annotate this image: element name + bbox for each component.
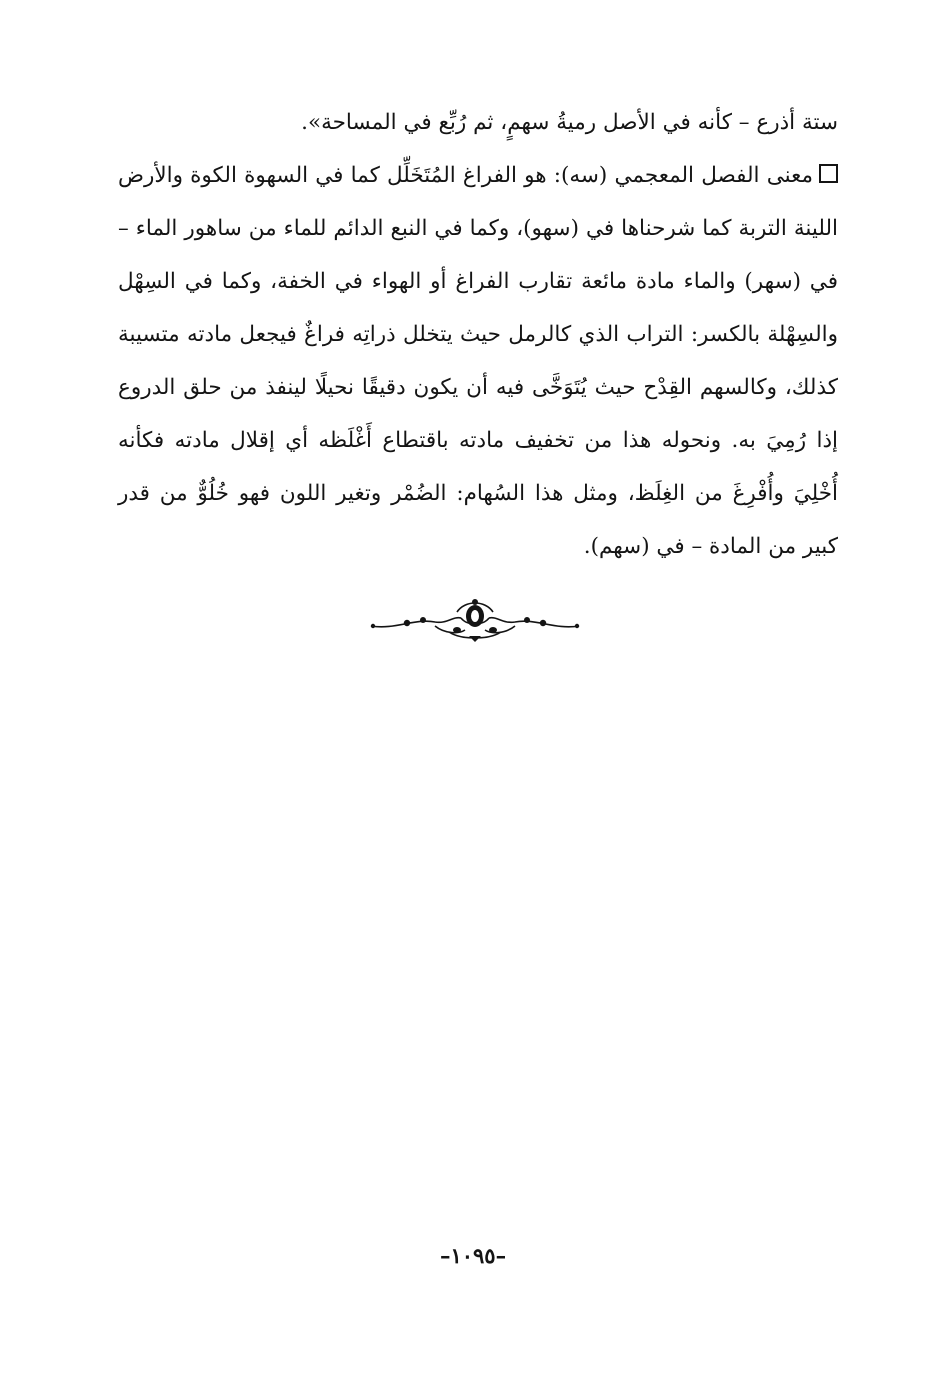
square-box-icon <box>819 164 838 183</box>
page-number: –١٠٩٥– <box>439 1243 507 1268</box>
body-text <box>118 96 838 573</box>
paragraph-definition <box>118 149 838 573</box>
paragraph-definition-text: معنى الفصل المعجمي (سه): هو الفراغ المُتَخَلِّل كما في السهوة الكوة والأرض اللينة التربة كما شرحناها في (سهو)، وكما في النبع الدائم للماء من ساهور الماء – في (سهر) والماء مادة مائعة تقارب الفراغ أو الهواء في الخفة، وكما في السِهْل والسِهْلة بالكسر: التراب الذي كالرمل حيث يتخلل ذراتِه فراغٌ فيجعل مادته متسيبة كذلك، وكالسهم القِدْح حيث يُتَوَخَّى فيه أن يكون دقيقًا نحيلًا لينفذ من حلق الدروع إذا رُمِيَ به. ونحوله هذا من تخفيف مادته باقتطاع أَغْلَظه أي إقلال مادته فكأنه أُخْلِيَ وأُفْرِغَ من الغِلَظ، ومثل هذا السُهام: الضُمْر وتغير اللون فهو خُلُوٌّ من قدر كبير من المادة – في (سهم). <box>118 163 838 559</box>
floral-divider-icon <box>365 596 585 644</box>
paragraph-continuation: ستة أذرع – كأنه في الأصل رميةُ سهمٍ، ثم رُبِّع في المساحة». <box>301 110 838 135</box>
